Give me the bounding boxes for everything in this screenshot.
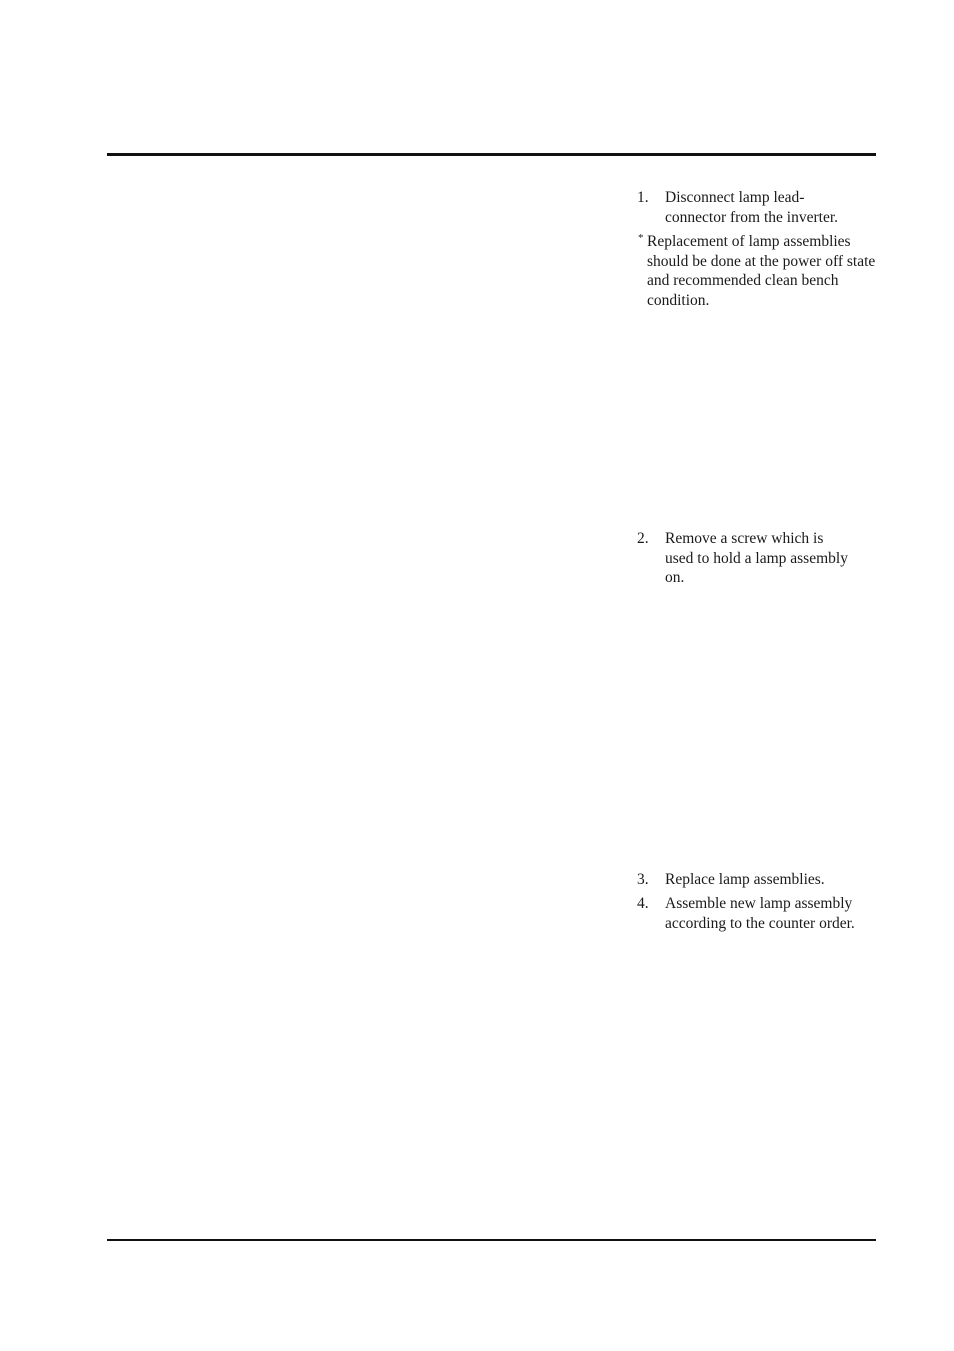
- step-2: [637, 529, 882, 588]
- step-text: Assemble new lamp assembly according to the counter order.: [665, 895, 855, 932]
- step-number: 3.: [637, 871, 649, 888]
- note-asterisk: *: [638, 232, 644, 244]
- step-text: Remove a screw which is used to hold a lamp assembly on.: [665, 530, 848, 586]
- step-3: [637, 870, 882, 890]
- step-text: Replace lamp assemblies.: [665, 871, 825, 888]
- step-number: 1.: [637, 189, 649, 206]
- step-text: Disconnect lamp lead-connector from the inverter.: [665, 189, 839, 226]
- footer-rule: [107, 1239, 876, 1241]
- step-1: [637, 188, 882, 227]
- header-rule: [107, 153, 876, 156]
- note-text: Replacement of lamp assemblies should be done at the power off state and recommended clean bench condition.: [647, 233, 876, 309]
- step-number: 4.: [637, 895, 649, 912]
- step-number: 2.: [637, 530, 649, 547]
- safety-note: [637, 232, 887, 310]
- step-4: [637, 894, 882, 933]
